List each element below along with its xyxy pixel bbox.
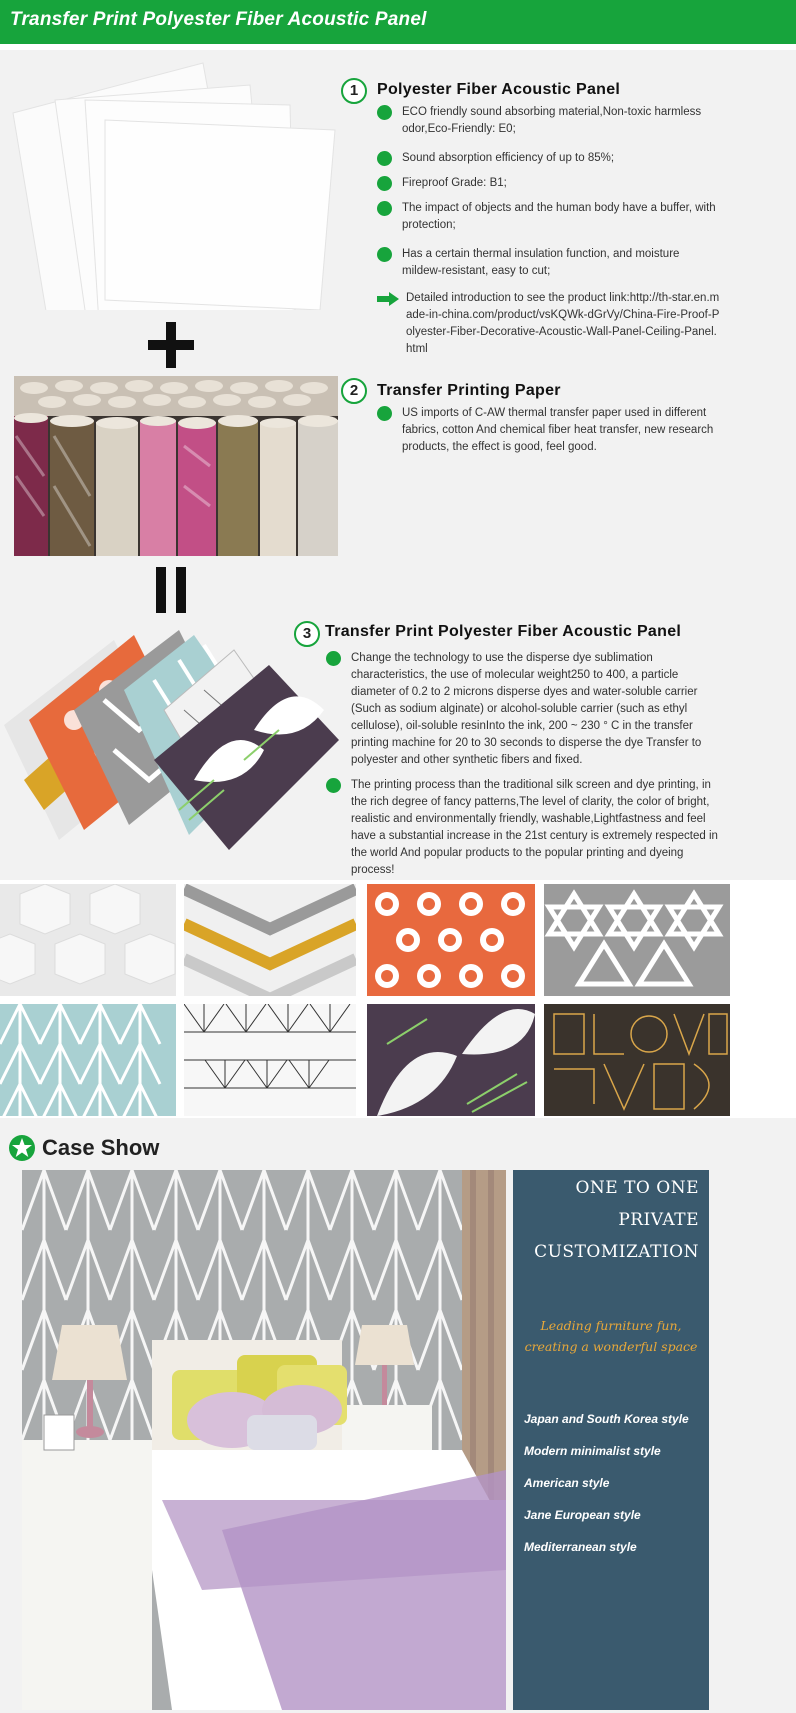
- style-item: Mediterranean style: [524, 1540, 637, 1554]
- style-item: Modern minimalist style: [524, 1444, 661, 1458]
- style-item: American style: [524, 1476, 610, 1490]
- panel-slogan-line-1: Leading furniture fun,: [540, 1318, 682, 1333]
- section-1-title: Polyester Fiber Acoustic Panel: [377, 81, 621, 98]
- bullet-dot-icon: [377, 176, 392, 191]
- pattern-swatch-letters: [544, 1004, 730, 1116]
- section-3-bullets: [326, 650, 724, 879]
- section-1-bullets: [377, 104, 722, 358]
- product-link-row: [377, 290, 722, 358]
- panel-heading-line-2: PRIVATE: [618, 1210, 699, 1230]
- section-2-title: Transfer Printing Paper: [377, 382, 561, 399]
- pattern-swatch-herringbone: [0, 1004, 176, 1116]
- plus-icon: [148, 322, 194, 368]
- section-number-3: 3: [294, 621, 320, 647]
- bullet-dot-icon: [377, 247, 392, 262]
- list-item: Fireproof Grade: B1;: [377, 175, 722, 192]
- bullet-dot-icon: [377, 105, 392, 120]
- product-link[interactable]: Detailed introduction to see the product link:http://th-star.en.made-in-china.com/product/vsKQWk-dGrVy/China-Fire-Proof-Polyester-Fiber-Decorative-Acoustic-Wall-Panel-Ceiling-Panel.html: [406, 292, 720, 355]
- list-item: Change the technology to use the disperse dye sublimation characteristics, the use of molecular weight250 to 400, a particle diameter of 0.2 to 2 microns disperse dyes and water-soluble carrier (Such as sodium alginate) or alcohol-soluble carrier (such as ethyl cellulose), oil-soluble resinInto the ink, 200 ~ 230 ° C in the transfer printing machine for 20 to 30 seconds to disperse the dye Transfer to polyester and other synthetic fibers and fixed.: [326, 650, 724, 769]
- acoustic-panels-image: [10, 60, 340, 310]
- equals-icon: [156, 567, 186, 613]
- bedroom-showcase-image: [22, 1170, 506, 1710]
- list-item: The printing process than the traditional silk screen and dye printing, in the rich degree of fancy patterns,The level of clarity, the color of bright, realistic and environmentally friendly, washable,Lightfastness and feel have a substantial increase in the 21st century is extremely respected in the world And popular products to the popular printing and dyeing process!: [326, 777, 724, 879]
- transfer-paper-rolls-image: [14, 376, 338, 556]
- list-item: Has a certain thermal insulation function, and moisture mildew-resistant, easy to cut;: [377, 246, 722, 280]
- banner-divider: [0, 44, 796, 50]
- list-item: The impact of objects and the human body have a buffer, with protection;: [377, 200, 722, 234]
- section-2-bullets: [377, 405, 722, 456]
- bullet-dot-icon: [326, 778, 341, 793]
- bullet-dot-icon: [377, 406, 392, 421]
- style-item: Japan and South Korea style: [524, 1412, 689, 1426]
- list-item: Sound absorption efficiency of up to 85%;: [377, 150, 722, 167]
- pattern-swatch-hexagon: [0, 884, 176, 996]
- green-arrow-icon: [377, 292, 403, 306]
- list-item: US imports of C-AW thermal transfer paper used in different fabrics, cotton And chemical fiber heat transfer, new research products, the effect is good, feel good.: [377, 405, 722, 456]
- bullet-dot-icon: [377, 151, 392, 166]
- pattern-swatch-star: [544, 884, 730, 996]
- panel-slogan-line-2: creating a wonderful space: [524, 1339, 698, 1354]
- pattern-swatch-fan-lines: [184, 1004, 356, 1116]
- pattern-swatch-leaf: [367, 1004, 535, 1116]
- panel-heading-line-3: CUSTOMIZATION: [534, 1242, 699, 1262]
- list-item: ECO friendly sound absorbing material,Non-toxic harmless odor,Eco-Friendly: E0;: [377, 104, 722, 138]
- printed-panels-fan-image: [4, 630, 340, 860]
- section-3-title: Transfer Print Polyester Fiber Acoustic Panel: [325, 623, 682, 640]
- bullet-dot-icon: [326, 651, 341, 666]
- banner-title: Transfer Print Polyester Fiber Acoustic Panel: [10, 9, 427, 30]
- bullet-dot-icon: [377, 201, 392, 216]
- green-star-icon: [8, 1134, 36, 1162]
- case-show-title: Case Show: [42, 1135, 160, 1160]
- pattern-swatch-chevron: [184, 884, 356, 996]
- pattern-swatch-lattice: [367, 884, 535, 996]
- panel-heading-line-1: ONE TO ONE: [575, 1178, 699, 1198]
- style-item: Jane European style: [524, 1508, 641, 1522]
- section-number-1: 1: [341, 78, 367, 104]
- section-number-2: 2: [341, 378, 367, 404]
